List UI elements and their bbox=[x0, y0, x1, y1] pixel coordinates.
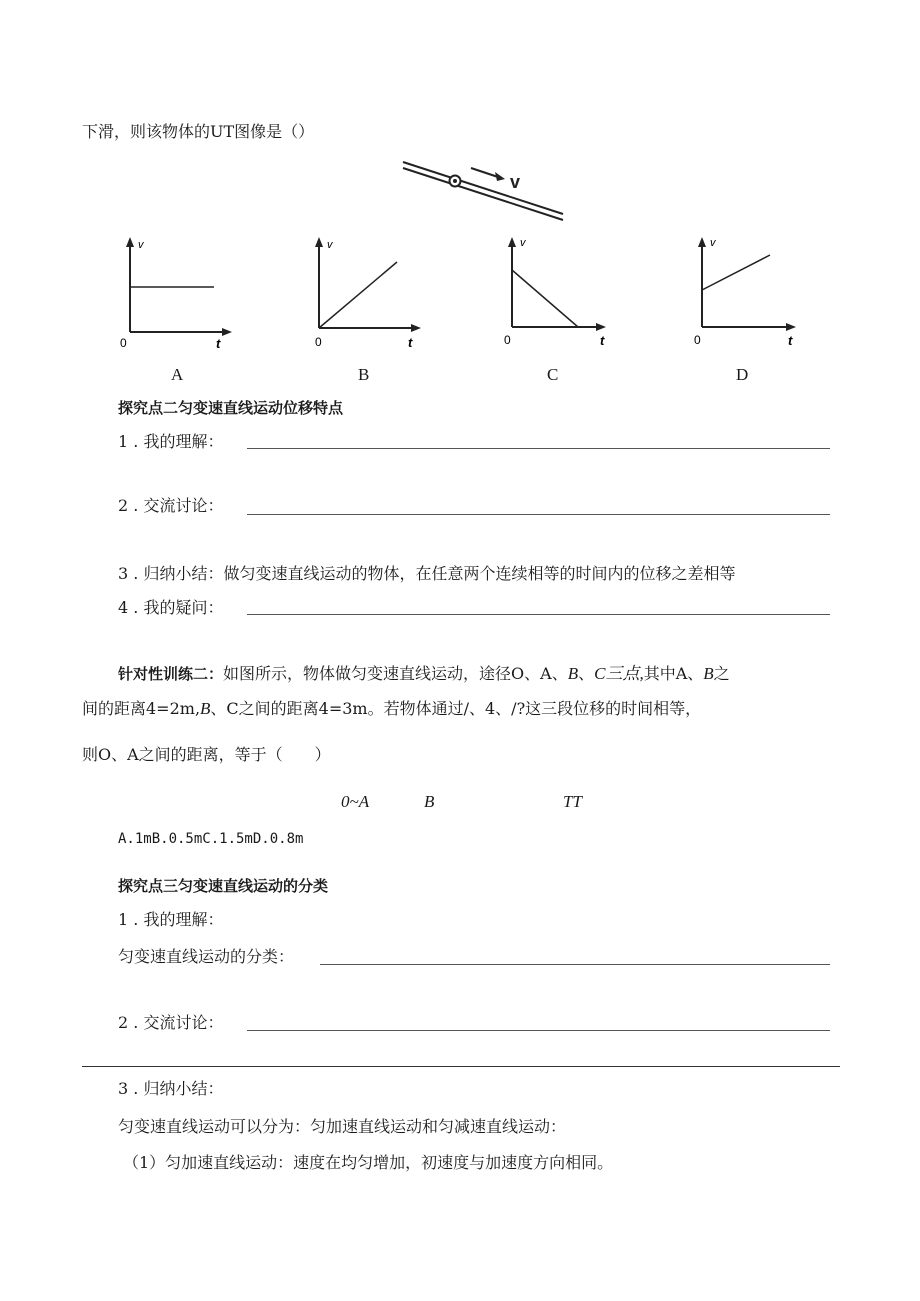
page-divider bbox=[82, 1066, 840, 1067]
graph-a-label: A bbox=[171, 365, 184, 384]
answer-line bbox=[320, 964, 830, 965]
origin-label: 0 bbox=[120, 336, 127, 350]
incline-diagram bbox=[395, 152, 570, 227]
section3-item3: 3 . 归纳小结： bbox=[118, 1079, 224, 1098]
vt-line bbox=[702, 255, 770, 290]
origin-label: 0 bbox=[694, 333, 701, 347]
origin-label: 0 bbox=[504, 333, 511, 347]
section2-heading: 探究点二匀变速直线运动位移特点 bbox=[118, 399, 344, 417]
answer-line bbox=[247, 514, 830, 515]
section3-item1: 1 . 我的理解： bbox=[118, 910, 224, 929]
section3-summary: 匀变速直线运动可以分为：匀加速直线运动和匀减速直线运动： bbox=[118, 1117, 567, 1136]
v-label: v bbox=[710, 237, 716, 249]
intro-line: 下滑，则该物体的UT图像是（） bbox=[82, 122, 315, 141]
t-label: t bbox=[216, 336, 221, 351]
figure-b: B bbox=[424, 792, 435, 811]
exercise-line2: 间的距离4=2m,B、C之间的距离4=3m。若物体通过/、4、/?这三段位移的时间相等， bbox=[82, 699, 702, 718]
vt-line bbox=[319, 262, 397, 328]
graph-d bbox=[688, 232, 806, 352]
answer-line bbox=[247, 1030, 830, 1031]
t-label: t bbox=[408, 335, 413, 350]
answer-line bbox=[247, 614, 830, 615]
velocity-label: v bbox=[510, 172, 521, 192]
section2-item2: 2 . 交流讨论： bbox=[118, 496, 224, 515]
exercise-options: A.1mB.0.5mC.1.5mD.0.8m bbox=[118, 831, 304, 847]
graph-b-label: B bbox=[358, 365, 370, 384]
figure-oa: 0~A bbox=[341, 792, 370, 811]
section2-item4: 4 . 我的疑问： bbox=[118, 598, 224, 617]
section2-item1: 1 . 我的理解： bbox=[118, 432, 224, 451]
graph-a bbox=[116, 232, 234, 352]
section2-item3: 3 . 归纳小结：做匀变速直线运动的物体，在任意两个连续相等的时间内的位移之差相等 bbox=[118, 564, 736, 583]
graph-c bbox=[498, 232, 616, 352]
section3-classify: 匀变速直线运动的分类： bbox=[118, 947, 295, 966]
v-label: v bbox=[327, 239, 333, 251]
v-label: v bbox=[520, 237, 526, 249]
figure-tt: TT bbox=[563, 792, 582, 811]
section3-point1: （1）匀加速直线运动：速度在均匀增加，初速度与加速度方向相同。 bbox=[123, 1153, 614, 1172]
exercise-label: 针对性训练二： bbox=[118, 665, 224, 683]
origin-label: 0 bbox=[315, 335, 322, 349]
t-label: t bbox=[600, 333, 605, 348]
t-label: t bbox=[788, 333, 793, 348]
v-label: v bbox=[138, 239, 144, 251]
section3-heading: 探究点三匀变速直线运动的分类 bbox=[118, 877, 329, 895]
exercise-line3: 则O、A之间的距离，等于（ ） bbox=[82, 745, 331, 764]
section3-item2: 2 . 交流讨论： bbox=[118, 1013, 224, 1032]
vt-line bbox=[512, 270, 578, 327]
answer-line bbox=[247, 448, 830, 449]
graph-d-label: D bbox=[736, 365, 749, 384]
graph-c-label: C bbox=[547, 365, 559, 384]
exercise-line1: 针对性训练二：如图所示，物体做匀变速直线运动，途径O、A、B、C三点,其中A、B之 bbox=[118, 664, 730, 683]
graph-b bbox=[305, 232, 423, 352]
